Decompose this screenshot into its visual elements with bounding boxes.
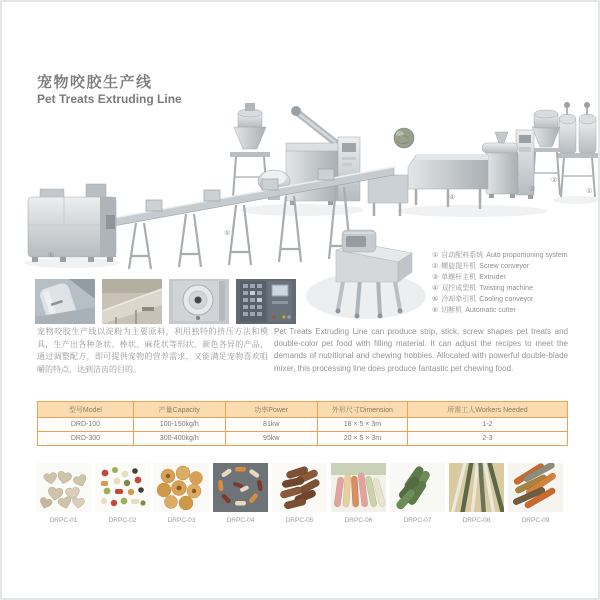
product-item [95,463,150,524]
component-num: ② [432,263,439,270]
cell-model: DRD-300 [38,432,134,446]
component-en: Cooling conveyor [479,296,534,303]
component-zh: 自动配料系统 [441,252,484,259]
description-zh: 宠物咬胶生产线以淀粉为主要原料，利用独特的挤压方法和模具，生产出各种条状、棒状、麻花状等形状、颜色各异的产品，通过调整配方，即可提供宠物的营养需求，又能满足宠物喜欢咀嚼的特点，达到洁齿的目的。 [37,327,268,374]
marker-1: ① [586,188,593,195]
product-label: DRPC-09 [521,517,550,524]
product-label: DRPC-03 [167,517,196,524]
product-label: DRPC-07 [403,517,432,524]
product-photo-mixed [95,463,150,512]
product-photo-long-twists [449,463,504,512]
table-row [38,432,568,446]
component-zh: 双拧成型机 [441,285,477,292]
product-photo-strip [36,463,563,524]
product-item [213,463,268,524]
detail-photo-hopper [35,279,95,324]
col-dimension: 外形尺寸Dimension [317,402,407,418]
component-item [432,272,597,283]
component-num: ④ [432,285,439,292]
col-capacity: 产量Capacity [133,402,225,418]
product-label: DRPC-08 [462,517,491,524]
col-power: 功率Power [225,402,317,418]
cell-workers: 2-3 [407,432,567,446]
cell-power: 81kw [225,418,317,432]
auto-proportioning-tanks [557,102,599,197]
product-item [390,463,445,524]
marker-2: ② [551,177,558,184]
cell-dimension: 18 × 5 × 3m [317,418,407,432]
component-item [432,283,597,294]
detail-photo-die-plate [169,279,229,324]
page-title-zh: 宠物咬胶生产线 [37,74,153,91]
marker-5: ⑤ [224,230,231,237]
cell-workers: 1-2 [407,418,567,432]
product-label: DRPC-02 [108,517,137,524]
table-row [38,418,568,432]
marker-3: ③ [529,186,536,193]
component-en: Auto proportioning system [486,252,568,259]
detail-photo-control-panel [236,279,296,324]
cell-power: 95kw [225,432,317,446]
product-item [272,463,327,524]
product-item [449,463,504,524]
cell-model: DRD-100 [38,418,134,432]
component-zh: 冷却牵引机 [441,296,477,303]
product-item [154,463,209,524]
component-zh: 切断机 [441,307,463,314]
component-num: ⑥ [432,307,439,314]
component-item [432,261,597,272]
description-en: Pet Treats Extruding Line can produce strip, stick, screw shapes pet treats and double-color pet food with filling material. It can adjust the recipes to meet the demands of nutritional and chewing hobbies. Allocated with powerful double-blade mixer, this processing line does produce fantastic pet chewing food. [274,327,568,373]
product-photo-green-twists [390,463,445,512]
cutter-stand-detail [300,220,435,322]
marker-6: ⑥ [48,252,55,259]
product-item [508,463,563,524]
product-photo-pastel-sticks [331,463,386,512]
extruder-machine [482,130,534,199]
product-photo-bones [213,463,268,512]
page-title-en: Pet Treats Extruding Line [37,92,182,106]
product-ball [394,128,414,148]
component-zh: 螺旋提升机 [441,263,477,270]
component-item [432,250,597,261]
product-label: DRPC-04 [226,517,255,524]
component-item [432,294,597,305]
product-photo-rounds [154,463,209,512]
spec-table-header-row [38,402,568,418]
machine-detail-photos [35,279,296,324]
component-num: ① [432,252,439,259]
spec-table [37,401,568,446]
product-photo-hearts [36,463,91,512]
component-list [432,250,597,316]
component-num: ③ [432,274,439,281]
product-item [331,463,386,524]
product-label: DRPC-01 [49,517,78,524]
component-en: Screw conveyor [479,263,530,270]
component-zh: 单螺杆主机 [441,274,477,281]
col-workers: 所需工人Workers Needed [407,402,567,418]
cell-capacity: 100-150kg/h [133,418,225,432]
marker-4: ④ [449,194,456,201]
product-photo-brown-sticks [272,463,327,512]
component-en: Twisting machine [479,285,533,292]
component-en: Automatic cutter [465,307,516,314]
component-en: Extruder [479,274,506,281]
product-label: DRPC-06 [344,517,373,524]
cell-capacity: 300-400kg/h [133,432,225,446]
product-label: DRPC-05 [285,517,314,524]
cell-dimension: 20 × 5 × 3m [317,432,407,446]
component-item [432,305,597,316]
automatic-cutter-machine [28,184,116,262]
detail-photo-conveyor [102,279,162,324]
col-model: 型号Model [38,402,134,418]
component-num: ⑤ [432,296,439,303]
product-item [36,463,91,524]
product-photo-orange-sticks [508,463,563,512]
cooling-trough-machine [408,155,488,209]
